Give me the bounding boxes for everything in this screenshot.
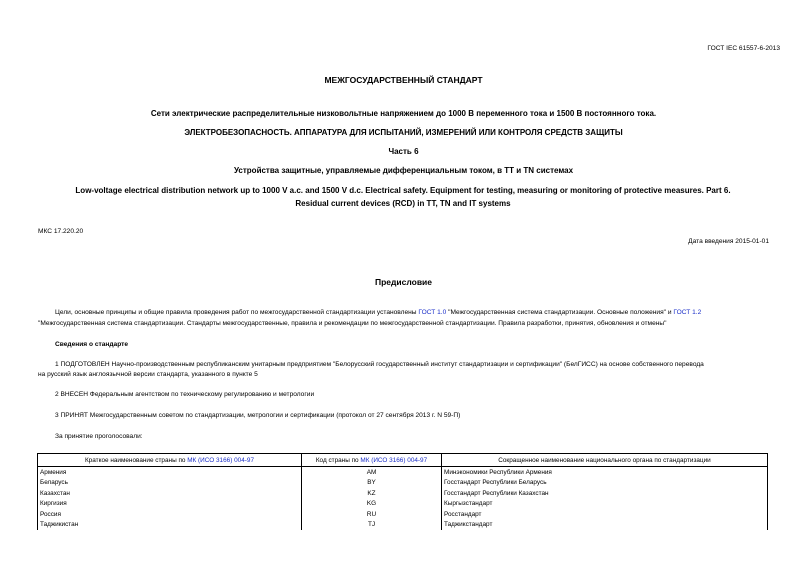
item-3: 3 ПРИНЯТ Межгосударственным советом по стандартизации, метрологии и сертификации (протокол от 27 сентября 2013 г. N 59-П) [55,412,461,419]
column-header-code [302,454,442,467]
country-cell: Россия [38,509,302,520]
table-row [38,467,768,478]
part-number: Часть 6 [388,147,419,156]
body-cell: Госстандарт Республики Беларусь [442,478,768,489]
code-cell: AM [302,467,442,478]
code-cell: KZ [302,488,442,499]
body-cell: Кыргызстандарт [442,499,768,510]
country-cell: Таджикистан [38,520,302,531]
mk-iso-link-1[interactable]: МК (ИСО 3166) 004-97 [187,456,255,464]
standard-type-title: МЕЖГОСУДАРСТВЕННЫЙ СТАНДАРТ [324,75,483,85]
item-1-line-1: 1 ПОДГОТОВЛЕН Научно-производственным республиканским унитарным предприятием "Белорусский государственный институт стандартизации и сертификации" (БелГИСС) на основе собственного перевода [55,361,704,368]
countries-table [37,453,768,530]
gost-1-2-link[interactable]: ГОСТ 1.2 [673,309,702,316]
foreword-p1-text-a: Цели, основные принципы и общие правила проведения работ по межгосударственной стандартизации установлены [55,309,419,316]
column-header-country [38,454,302,467]
foreword-paragraph-1 [55,309,701,316]
title-line-2: ЭЛЕКТРОБЕЗОПАСНОСТЬ. АППАРАТУРА ДЛЯ ИСПЫТАНИЙ, ИЗМЕРЕНИЙ ИЛИ КОНТРОЛЯ СРЕДСТВ ЗАЩИТЫ [184,128,623,137]
title-line-3: Устройства защитные, управляемые дифференциальным током, в ТТ и TN системах [233,166,574,175]
table-header-row [38,454,768,467]
body-cell: Минэкономики Республики Армения [442,467,768,478]
english-title-line-1: Low-voltage electrical distribution network up to 1000 V a.c. and 1500 V d.c. Electrical safety. Equipment for testing, measuring or monitoring of protective measures. Part 6. [75,186,731,195]
column-header-body: Сокращенное наименование национального органа по стандартизации [442,454,768,467]
code-cell: TJ [302,520,442,531]
body-cell: Росстандарт [442,509,768,520]
title-line-1: Сети электрические распределительные низковольтные напряжением до 1000 В переменного тока и 1500 В постоянного тока. [150,109,657,118]
country-cell: Киргизия [38,499,302,510]
code-cell: RU [302,509,442,520]
table-row [38,499,768,510]
document-code: ГОСТ IEC 61557-6-2013 [707,45,780,52]
intro-date: Дата введения 2015-01-01 [688,238,769,245]
foreword-paragraph-1-line-2: "Межгосударственная система стандартизации. Стандарты межгосударственные, правила и рекомендации по межгосударственной стандартизации. Правила разработки, принятия, обновления и отмены" [38,320,667,327]
country-cell: Казахстан [38,488,302,499]
col1-prefix: Краткое наименование страны по [84,456,188,464]
table-row [38,488,768,499]
body-cell: Госстандарт Республики Казахстан [442,488,768,499]
table-row [38,478,768,489]
col2-prefix: Код страны по [315,456,361,464]
mk-iso-link-2[interactable]: МК (ИСО 3166) 004-97 [360,456,428,464]
english-title-line-2: Residual current devices (RCD) in TT, TN and IT systems [295,199,511,208]
info-heading: Сведения о стандарте [55,341,129,348]
foreword-heading: Предисловие [374,277,433,287]
item-1-line-2: на русский язык англоязычной версии стандарта, указанного в пункте 5 [38,371,258,378]
voted-label: За принятие проголосовали: [55,433,143,440]
item-2: 2 ВНЕСЕН Федеральным агентством по техническому регулированию и метрологии [55,391,315,398]
table-row [38,509,768,520]
code-cell: BY [302,478,442,489]
table-row [38,520,768,531]
body-cell: Таджикстандарт [442,520,768,531]
foreword-p1-text-b: "Межгосударственная система стандартизации. Основные положения" и [446,309,674,316]
mks-code: МКС 17.220.20 [38,228,84,235]
country-cell: Беларусь [38,478,302,489]
code-cell: KG [302,499,442,510]
gost-1-0-link[interactable]: ГОСТ 1.0 [418,309,447,316]
english-title [38,184,768,210]
country-cell: Армения [38,467,302,478]
